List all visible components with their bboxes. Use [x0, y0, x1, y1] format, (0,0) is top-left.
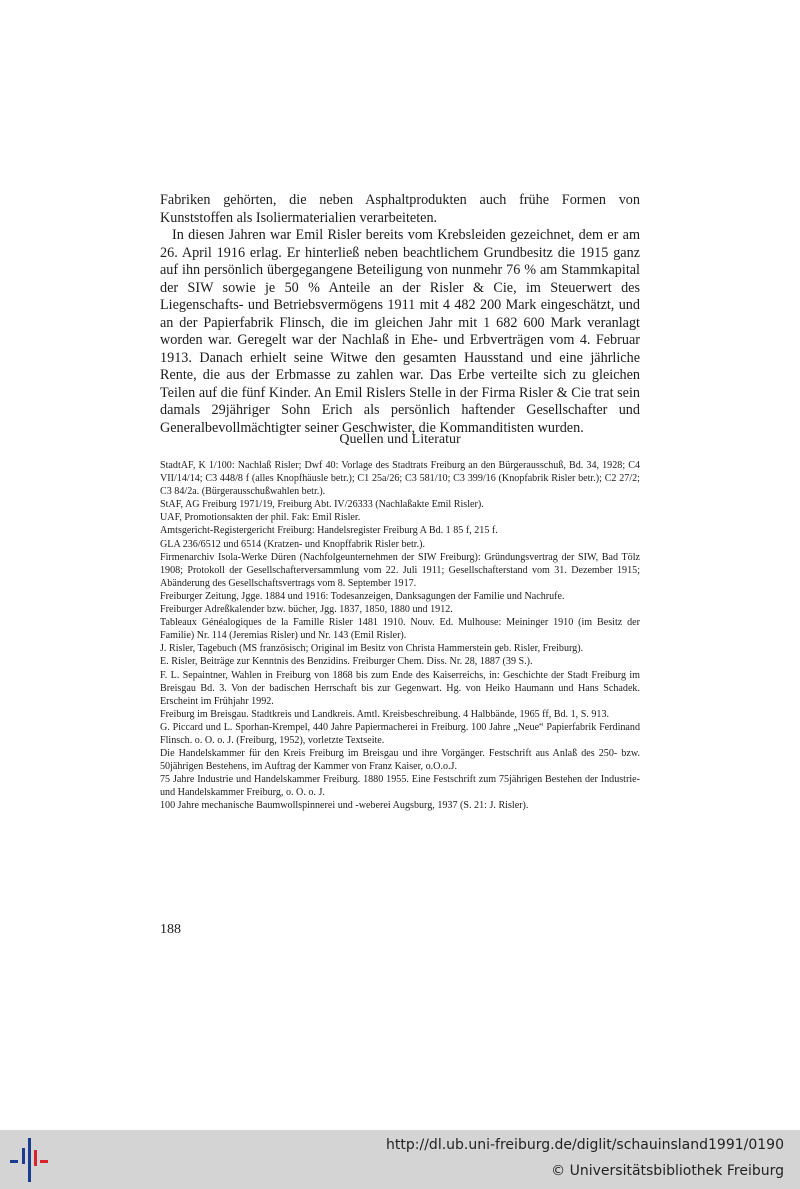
reference-item: Tableaux Généalogiques de la Famille Risler 1481 1910. Nouv. Ed. Mulhouse: Meininger 1910 (im Besitz der Familie) Nr. 114 (Jeremias Risler) und Nr. 143 (Emil Risler). [160, 617, 640, 642]
reference-item: Freiburger Adreßkalender bzw. bücher, Jgg. 1837, 1850, 1880 und 1912. [160, 604, 453, 616]
reference-item: Firmenarchiv Isola-Werke Düren (Nachfolgeunternehmen der SIW Freiburg): Gründungsvertrag der SIW, Bad Tölz 1908; Protokoll der Gesellschafterversammlung vom 22. Juli 1911; Gesellschafterstand vom 31. Dezember 1915; Abänderung des Gesellschaftsvertrags vom 8. September 1917. [160, 551, 640, 589]
reference-item: 100 Jahre mechanische Baumwollspinnerei und -weberei Augsburg, 1937 (S. 21: J. Risler). [160, 800, 529, 812]
reference-item: Die Handelskammer für den Kreis Freiburg im Breisgau und ihre Vorgänger. Festschrift aus Anlaß des 250- bzw. 50jährigen Bestehens, im Auftrag der Kammer von Franz Kaiser, o.O.o.J. [160, 748, 640, 773]
reference-item: 75 Jahre Industrie und Handelskammer Freiburg. 1880 1955. Eine Festschrift zum 75jährigen Bestehen der Industrie- und Handelskammer Freiburg, o. O. o. J. [160, 774, 640, 799]
reference-item: F. L. Sepaintner, Wahlen in Freiburg von 1868 bis zum Ende des Kaiserreichs, in: Geschichte der Stadt Freiburg im Breisgau Bd. 3. Von der badischen Herrschaft bis zur Gegenwart. Hg. von Heiko Haumann und Hans Schadek. Erscheint im Frühjahr 1992. [160, 669, 640, 707]
reference-item: StAF, AG Freiburg 1971/19, Freiburg Abt. IV/26333 (Nachlaßakte Emil Risler). [160, 499, 484, 511]
reference-item: UAF, Promotionsakten der phil. Fak: Emil Risler. [160, 512, 361, 524]
reference-item: Amtsgericht-Registergericht Freiburg: Handelsregister Freiburg A Bd. 1 85 f, 215 f. [160, 525, 498, 537]
reference-item: Freiburger Zeitung, Jgge. 1884 und 1916: Todesanzeigen, Danksagungen der Familie und Nachrufe. [160, 590, 565, 602]
ub-freiburg-logo-icon[interactable] [10, 1138, 50, 1182]
body-paragraph: Fabriken gehörten, die neben Asphaltprodukten auch frühe Formen von Kunststoffen als Isoliermaterialien verarbeiteten. [160, 192, 640, 226]
copyright-text: © Universitätsbibliothek Freiburg [551, 1163, 784, 1179]
reference-list [160, 459, 640, 813]
reference-item: J. Risler, Tagebuch (MS französisch; Original im Besitz von Christa Hammerstein geb. Risler, Freiburg). [160, 643, 584, 655]
reference-item: Freiburg im Breisgau. Stadtkreis und Landkreis. Amtl. Kreisbeschreibung. 4 Halbbände, 1965 ff, Bd. 1, S. 913. [160, 708, 610, 720]
body-paragraph: In diesen Jahren war Emil Risler bereits vom Krebsleiden gezeichnet, dem er am 26. April 1916 erlag. Er hinterließ neben beachtlichem Grundbesitz die 1915 ganz auf ihn persönlich übergegangene Beteiligung von nunmehr 76 % am Stammkapital der SIW sowie je 50 % Anteile an der Risler & Cie, im Steuerwert des Liegenschafts- und Betriebsvermögens 1911 mit 4 482 200 Mark eingeschätzt, und an der Papierfabrik Flinsch, die im gleichen Jahr mit 1 682 600 Mark veranlagt worden war. Geregelt war der Nachlaß in Ehe- und Erbverträgen vom 4. Februar 1913. Danach erhielt seine Witwe den gesamten Hausstand und eine jährliche Rente, die aus der Erbmasse zu zahlen war. Das Erbe verteilte sich zu gleichen Teilen auf die fünf Kinder. An Emil Rislers Stelle in der Firma Risler & Cie trat sein damals 29jähriger Sohn Erich als persönlich haftender Gesellschafter und Generalbevollmächtigter seiner Geschwister, die Kommanditisten wurden. [160, 227, 640, 436]
reference-item: GLA 236/6512 und 6514 (Kratzen- und Knopffabrik Risler betr.). [160, 538, 426, 550]
reference-item: E. Risler, Beiträge zur Kenntnis des Benzidins. Freiburger Chem. Diss. Nr. 28, 1887 (39 S.). [160, 656, 533, 668]
section-heading: Quellen und Literatur [339, 432, 461, 447]
page-number: 188 [160, 922, 181, 937]
reference-item: G. Piccard und L. Sporhan-Krempel, 440 Jahre Papiermacherei in Freiburg. 100 Jahre „Neue“ Papierfabrik Ferdinand Flinsch. o. O. o. J. (Freiburg, 1952), vorletzte Textseite. [160, 721, 640, 746]
body-text [160, 192, 640, 437]
source-url-link[interactable]: http://dl.ub.uni-freiburg.de/diglit/schauinsland1991/0190 [386, 1137, 784, 1153]
reference-item: StadtAF, K 1/100: Nachlaß Risler; Dwf 40: Vorlage des Stadtrats Freiburg an den Bürgerausschuß, Bd. 34, 1928; C4 VII/14/14; C3 448/8 f (alles Knopfhäusle betr.); C1 25a/26; C3 581/10; C3 399/16 (Knopfabrik Risler betr.); C2 27/2; C3 84/2a. (Bürgerausschußwahlen betr.). [160, 460, 640, 498]
